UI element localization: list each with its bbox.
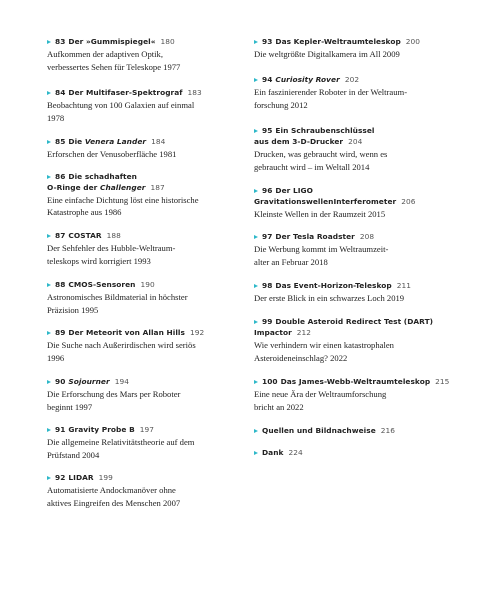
toc-entry-thanks[interactable] <box>254 447 464 458</box>
entry-description: Der erste Blick in ein schwarzes Loch 2019 <box>254 293 405 304</box>
triangle-right-icon <box>47 40 51 44</box>
entry-heading-line2[interactable]: O-Ringe der Challenger 187 <box>47 182 165 192</box>
triangle-right-icon <box>47 175 51 179</box>
triangle-right-icon <box>254 284 258 288</box>
entry-heading[interactable]: 98 Das Event-Horizon-Teleskop 211 <box>254 280 464 291</box>
entry-heading[interactable]: 83 Der »Gummispiegel« 180 <box>47 36 247 47</box>
toc-entry-99[interactable] <box>254 316 464 365</box>
toc-entry-sources[interactable] <box>254 425 464 436</box>
triangle-right-icon <box>254 380 258 384</box>
toc-entry-95[interactable] <box>254 125 464 174</box>
entry-heading[interactable]: 88 CMOS-Sensoren 190 <box>47 279 247 290</box>
triangle-right-icon <box>254 320 258 324</box>
triangle-right-icon <box>47 140 51 144</box>
entry-description: Drucken, was gebraucht wird, wenn es gebraucht wird – im Weltall 2014 <box>254 148 388 172</box>
triangle-right-icon <box>47 380 51 384</box>
triangle-right-icon <box>254 189 258 193</box>
entry-description: Die weltgrößte Digitalkamera im All 2009 <box>254 49 400 59</box>
toc-entry-86[interactable] <box>47 171 247 220</box>
toc-entry-91[interactable] <box>47 424 247 462</box>
entry-heading[interactable]: 90 Sojourner 194 <box>47 376 247 387</box>
entry-heading[interactable]: 96 Der LIGO <box>254 185 464 196</box>
entry-description: Eine neue Ära der Weltraumforschung bricht an 2022 <box>254 388 387 412</box>
toc-entry-96[interactable] <box>254 185 464 221</box>
triangle-right-icon <box>47 234 51 238</box>
triangle-right-icon <box>254 235 258 239</box>
entry-heading[interactable]: 97 Der Tesla Roadster 208 <box>254 231 464 242</box>
triangle-right-icon <box>254 429 258 433</box>
toc-entry-90[interactable] <box>47 376 247 414</box>
entry-heading-line2[interactable]: Impactor 212 <box>254 328 312 338</box>
entry-heading-line2[interactable]: GravitationswellenInterferometer 206 <box>254 196 416 206</box>
toc-entry-100[interactable] <box>254 376 464 414</box>
triangle-right-icon <box>47 91 51 95</box>
triangle-right-icon <box>254 40 258 44</box>
toc-entry-92[interactable] <box>47 472 247 510</box>
entry-description: Aufkommen der adaptiven Optik, verbessertes Sehen für Teleskope 1977 <box>47 49 181 72</box>
entry-heading[interactable]: Quellen und Bildnachweise 216 <box>254 425 464 436</box>
entry-description: Der Sehfehler des Hubble-Weltraum- teleskops wird korrigiert 1993 <box>47 243 176 267</box>
toc-entry-98[interactable] <box>254 280 464 305</box>
entry-description: Die Werbung kommt im Weltraumzeit- alter an Februar 2018 <box>254 244 389 268</box>
entry-heading[interactable]: 95 Ein Schraubenschlüssel <box>254 125 464 136</box>
entry-heading[interactable]: 99 Double Asteroid Redirect Test (DART) <box>254 316 464 327</box>
toc-entry-94[interactable] <box>254 74 464 112</box>
entry-heading[interactable]: 86 Die schadhaften <box>47 171 247 182</box>
entry-description: Kleinste Wellen in der Raumzeit 2015 <box>254 208 386 219</box>
entry-description: Ein faszinierender Roboter in der Weltraum- forschung 2012 <box>254 86 408 110</box>
toc-column-right <box>254 36 464 457</box>
triangle-right-icon <box>254 451 258 455</box>
triangle-right-icon <box>47 283 51 287</box>
entry-heading[interactable]: 87 COSTAR 188 <box>47 230 247 241</box>
entry-description: Automatisierte Andockmanöver ohne aktives Eingreifen des Menschen 2007 <box>47 485 181 509</box>
entry-heading[interactable]: 89 Der Meteorit von Allan Hills 192 <box>47 327 247 338</box>
entry-description: Die allgemeine Relativitätstheorie auf dem Prüfstand 2004 <box>47 436 195 460</box>
entry-description: Astronomisches Bildmaterial in höchster Präzision 1995 <box>47 292 188 316</box>
toc-entry-85[interactable] <box>47 136 247 161</box>
toc-entry-83[interactable] <box>47 36 247 74</box>
entry-heading[interactable]: 91 Gravity Probe B 197 <box>47 424 247 435</box>
entry-description: Die Erforschung des Mars per Roboter beginnt 1997 <box>47 388 181 412</box>
triangle-right-icon <box>47 331 51 335</box>
entry-heading[interactable]: 93 Das Kepler-Weltraumteleskop 200 <box>254 36 464 47</box>
toc-column-left <box>47 36 247 509</box>
entry-heading[interactable]: 94 Curiosity Rover 202 <box>254 74 464 85</box>
entry-heading[interactable]: 85 Die Venera Lander 184 <box>47 136 247 147</box>
entry-heading[interactable]: 92 LIDAR 199 <box>47 472 247 483</box>
toc-entry-97[interactable] <box>254 231 464 269</box>
entry-description: Eine einfache Dichtung löst eine historische Katastrophe aus 1986 <box>47 194 199 218</box>
triangle-right-icon <box>47 428 51 432</box>
entry-description: Erforschen der Venusoberfläche 1981 <box>47 148 177 159</box>
entry-heading-line2[interactable]: aus dem 3-D-Drucker 204 <box>254 136 363 146</box>
entry-heading[interactable]: 84 Der Multifaser-Spektrograf 183 <box>47 87 247 98</box>
triangle-right-icon <box>254 129 258 133</box>
triangle-right-icon <box>47 476 51 480</box>
entry-heading[interactable]: Dank 224 <box>254 447 464 458</box>
toc-entry-89[interactable] <box>47 327 247 365</box>
entry-heading[interactable]: 100 Das James-Webb-Weltraumteleskop 215 <box>254 376 464 387</box>
toc-entry-87[interactable] <box>47 230 247 268</box>
entry-description: Wie verhindern wir einen katastrophalen Asteroideneinschlag? 2022 <box>254 340 394 364</box>
entry-description: Die Suche nach Außerirdischen wird seriös 1996 <box>47 339 196 363</box>
toc-entry-88[interactable] <box>47 279 247 317</box>
toc-entry-84[interactable] <box>47 87 247 125</box>
triangle-right-icon <box>254 78 258 82</box>
entry-description: Beobachtung von 100 Galaxien auf einmal 1978 <box>47 99 195 123</box>
toc-entry-93[interactable] <box>254 36 464 61</box>
